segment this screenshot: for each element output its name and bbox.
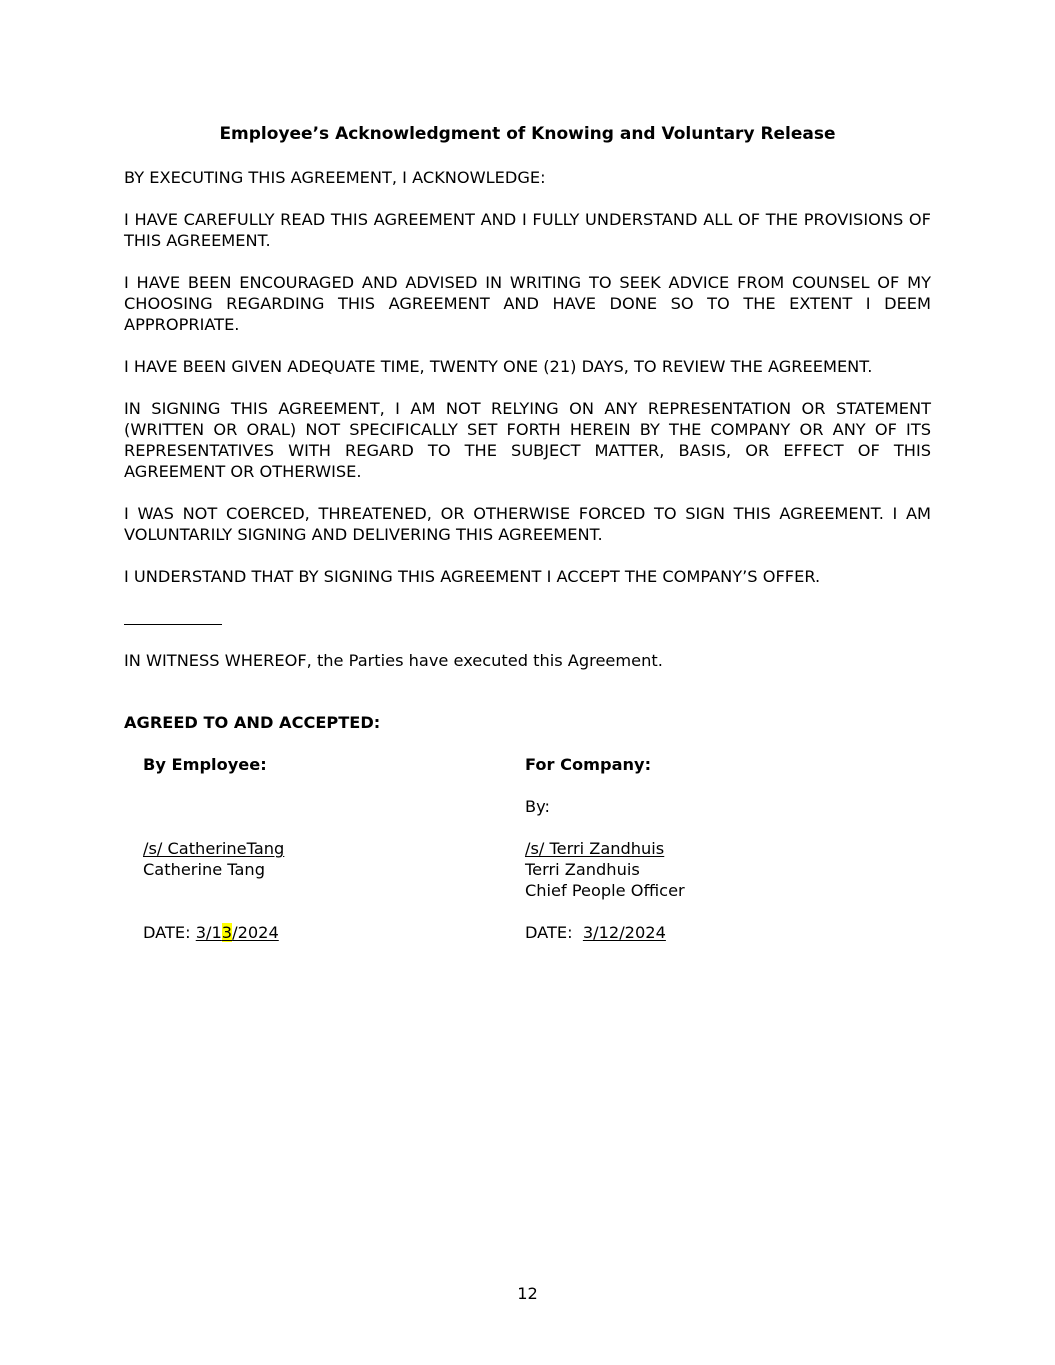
footnote-divider xyxy=(124,624,222,625)
paragraph-counsel-advice: I HAVE BEEN ENCOURAGED AND ADVISED IN WRITING TO SEEK ADVICE FROM COUNSEL OF MY CHOOSING REGARDING THIS AGREEMENT AND HAVE DONE SO TO THE EXTENT I DEEM APPROPRIATE. xyxy=(124,273,931,334)
company-date-value: 3/12/2024 xyxy=(582,923,666,942)
witness-text: IN WITNESS WHEREOF, the Parties have executed this Agreement. xyxy=(124,651,663,670)
employee-signature: /s/ CatherineTang xyxy=(143,839,285,858)
employee-date-part1: 3/1 xyxy=(195,923,222,942)
employee-date-line xyxy=(143,922,279,943)
document-title: Employee’s Acknowledgment of Knowing and Voluntary Release xyxy=(219,124,836,144)
company-date-label: DATE: xyxy=(525,923,573,942)
paragraph-accept-offer: I UNDERSTAND THAT BY SIGNING THIS AGREEMENT I ACCEPT THE COMPANY’S OFFER. xyxy=(124,567,821,586)
employee-date-label: DATE: xyxy=(143,923,191,942)
company-by-label: By: xyxy=(525,797,550,816)
company-signature: /s/ Terri Zandhuis xyxy=(525,839,665,858)
agreed-heading: AGREED TO AND ACCEPTED: xyxy=(124,713,381,732)
employee-heading: By Employee: xyxy=(143,755,267,774)
company-date-line xyxy=(525,922,666,943)
employee-date-part2: /2024 xyxy=(232,923,279,942)
paragraph-no-reliance: IN SIGNING THIS AGREEMENT, I AM NOT RELYING ON ANY REPRESENTATION OR STATEMENT (WRITTEN OR ORAL) NOT SPECIFICALLY SET FORTH HEREIN BY THE COMPANY OR ANY OF ITS REPRESENTATIVES WITH REGARD TO THE SUBJECT MATTER, BASIS, OR EFFECT OF THIS AGREEMENT OR OTHERWISE. xyxy=(124,399,931,481)
paragraph-review-time: I HAVE BEEN GIVEN ADEQUATE TIME, TWENTY ONE (21) DAYS, TO REVIEW THE AGREEMENT. xyxy=(124,357,873,376)
paragraph-voluntary: I WAS NOT COERCED, THREATENED, OR OTHERWISE FORCED TO SIGN THIS AGREEMENT. I AM VOLUNTARILY SIGNING AND DELIVERING THIS AGREEMENT. xyxy=(124,504,931,544)
paragraph-read-agreement: I HAVE CAREFULLY READ THIS AGREEMENT AND I FULLY UNDERSTAND ALL OF THE PROVISIONS OF THIS AGREEMENT. xyxy=(124,210,931,250)
page-number: 12 xyxy=(517,1284,538,1303)
company-signer-name: Terri Zandhuis xyxy=(525,860,640,879)
employee-name: Catherine Tang xyxy=(143,860,265,879)
company-signer-title: Chief People Officer xyxy=(525,881,685,900)
company-heading: For Company: xyxy=(525,755,652,774)
intro-text: BY EXECUTING THIS AGREEMENT, I ACKNOWLEDGE: xyxy=(124,168,546,187)
employee-date-highlight: 3 xyxy=(221,923,233,942)
employee-date-value xyxy=(196,923,279,942)
